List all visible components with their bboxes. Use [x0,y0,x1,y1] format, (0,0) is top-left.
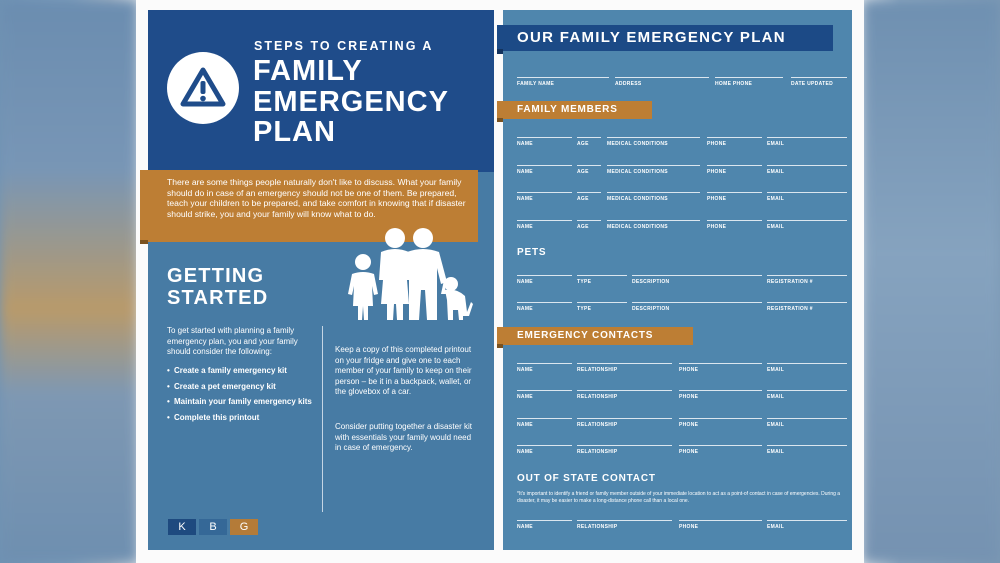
pet-description-field[interactable] [632,275,762,276]
title-line: FAMILY [253,55,363,87]
home-phone-field[interactable] [715,77,783,78]
pet-type-field[interactable] [577,302,627,303]
title-line: PLAN [253,116,336,148]
contact-phone-field[interactable] [679,445,762,446]
title-block [148,10,494,172]
field-label: REGISTRATION # [767,306,813,312]
field-label: NAME [517,279,533,285]
field-label: EMAIL [767,224,785,230]
field-label: RELATIONSHIP [577,449,618,455]
member-email-field[interactable] [767,137,847,138]
date-updated-field[interactable] [791,77,847,78]
field-label: AGE [577,141,589,147]
intro-text: There are some things people naturally don't like to discuss. What your family should do in case of an emergency should not be one of them. Be prepared, teach your children to be prepared, and take comfort in knowing that if disaster should strike, you and your family will know what to do. [167,177,466,219]
getting-started-text: To get started with planning a family emergency plan, you and your family should consider the following: [167,326,298,357]
member-email-field[interactable] [767,220,847,221]
column-divider [322,326,323,512]
contact-name-field[interactable] [517,445,572,446]
band-fold [140,240,148,244]
band-fold [497,344,503,348]
header-fold [497,49,503,54]
checklist-item: • Create a pet emergency kit [167,382,319,392]
field-label: EMAIL [767,169,785,175]
field-label: NAME [517,224,533,230]
checklist-item: • Maintain your family emergency kits [167,397,319,407]
field-label: REGISTRATION # [767,279,813,285]
address-field[interactable] [615,77,709,78]
field-label: MEDICAL CONDITIONS [607,224,668,230]
field-label: PHONE [707,141,727,147]
field-label: AGE [577,169,589,175]
getting-started-heading [167,265,268,309]
member-age-field[interactable] [577,220,601,221]
oos-email-field[interactable] [767,520,847,521]
member-name-field[interactable] [517,137,572,138]
field-label: MEDICAL CONDITIONS [607,141,668,147]
field-label: RELATIONSHIP [577,394,618,400]
alert-triangle-icon [179,64,227,112]
contact-name-field[interactable] [517,390,572,391]
contact-relationship-field[interactable] [577,390,672,391]
logo-letter-b: B [199,519,227,535]
family-name-field[interactable] [517,77,609,78]
disaster-kit-text: Consider putting together a disaster kit with essentials your family would need in case of emergency. [335,422,472,453]
field-label: DATE UPDATED [791,81,834,87]
pet-description-field[interactable] [632,302,762,303]
field-label: RELATIONSHIP [577,524,618,530]
field-label: FAMILY NAME [517,81,555,87]
logo-letter-g: G [230,519,258,535]
member-age-field[interactable] [577,192,601,193]
contact-email-field[interactable] [767,445,847,446]
member-phone-field[interactable] [707,137,762,138]
field-label: HOME PHONE [715,81,753,87]
heading-line: STARTED [167,287,269,309]
member-phone-field[interactable] [707,192,762,193]
contact-email-field[interactable] [767,418,847,419]
field-label: PHONE [679,367,699,373]
field-label: MEDICAL CONDITIONS [607,196,668,202]
form-title: OUR FAMILY EMERGENCY PLAN [497,25,833,51]
member-name-field[interactable] [517,165,572,166]
alert-badge [167,52,239,124]
background-right [862,0,1000,563]
field-label: NAME [517,169,533,175]
out-of-state-note: *It's important to identify a friend or family member outside of your immediate location to act as a point-of contact in case of emergencies. During a disaster, it may be easier to make a long-distance phone call than a local one. [517,491,841,505]
contact-phone-field[interactable] [679,390,762,391]
field-label: ADDRESS [615,81,642,87]
contact-relationship-field[interactable] [577,363,672,364]
contact-phone-field[interactable] [679,418,762,419]
pet-name-field[interactable] [517,275,572,276]
field-label: PHONE [707,169,727,175]
field-label: DESCRIPTION [632,306,670,312]
pets-heading: PETS [517,247,547,258]
member-name-field[interactable] [517,192,572,193]
pet-registration-field[interactable] [767,302,847,303]
main-title [253,56,493,148]
field-label: DESCRIPTION [632,279,670,285]
field-label: PHONE [707,224,727,230]
field-label: EMAIL [767,394,785,400]
title-line: EMERGENCY [253,85,449,118]
field-label: NAME [517,394,533,400]
band-fold [497,118,503,122]
member-email-field[interactable] [767,192,847,193]
pet-name-field[interactable] [517,302,572,303]
field-label: TYPE [577,306,592,312]
field-label: EMAIL [767,449,785,455]
field-label: RELATIONSHIP [577,367,618,373]
field-label: PHONE [679,422,699,428]
member-medical-field[interactable] [607,137,700,138]
field-label: PHONE [679,524,699,530]
logo-letter-k: K [168,519,196,535]
field-label: AGE [577,196,589,202]
family-members-heading: FAMILY MEMBERS [497,101,652,119]
checklist [167,366,319,428]
member-medical-field[interactable] [607,192,700,193]
field-label: PHONE [707,196,727,202]
field-label: RELATIONSHIP [577,422,618,428]
member-medical-field[interactable] [607,220,700,221]
member-age-field[interactable] [577,165,601,166]
emergency-contacts-heading: EMERGENCY CONTACTS [497,327,693,345]
checklist-item: • Create a family emergency kit [167,366,319,376]
contact-email-field[interactable] [767,363,847,364]
field-label: NAME [517,306,533,312]
field-label: NAME [517,449,533,455]
oos-relationship-field[interactable] [577,520,672,521]
contact-name-field[interactable] [517,418,572,419]
field-label: NAME [517,196,533,202]
keep-copy-text: Keep a copy of this completed printout on your fridge and give one to each member of your family to keep on their person – be it in a backpack, wallet, or the glovebox of a car. [335,345,472,397]
pet-registration-field[interactable] [767,275,847,276]
field-label: NAME [517,422,533,428]
member-medical-field[interactable] [607,165,700,166]
field-label: AGE [577,224,589,230]
contact-relationship-field[interactable] [577,418,672,419]
field-label: TYPE [577,279,592,285]
member-phone-field[interactable] [707,165,762,166]
family-figures-icon [345,224,475,320]
contact-relationship-field[interactable] [577,445,672,446]
field-label: NAME [517,141,533,147]
checklist-item: • Complete this printout [167,413,319,423]
field-label: NAME [517,367,533,373]
field-label: EMAIL [767,196,785,202]
heading-line: GETTING [167,265,265,287]
field-label: PHONE [679,394,699,400]
field-label: EMAIL [767,524,785,530]
member-phone-field[interactable] [707,220,762,221]
oos-name-field[interactable] [517,520,572,521]
contact-email-field[interactable] [767,390,847,391]
pre-title: STEPS TO CREATING A [254,39,434,53]
oos-phone-field[interactable] [679,520,762,521]
background-left [0,0,138,563]
member-name-field[interactable] [517,220,572,221]
field-label: PHONE [679,449,699,455]
field-label: EMAIL [767,422,785,428]
contact-phone-field[interactable] [679,363,762,364]
field-label: EMAIL [767,141,785,147]
out-of-state-heading: OUT OF STATE CONTACT [517,473,656,484]
member-age-field[interactable] [577,137,601,138]
pet-type-field[interactable] [577,275,627,276]
contact-name-field[interactable] [517,363,572,364]
field-label: NAME [517,524,533,530]
field-label: MEDICAL CONDITIONS [607,169,668,175]
field-label: EMAIL [767,367,785,373]
member-email-field[interactable] [767,165,847,166]
